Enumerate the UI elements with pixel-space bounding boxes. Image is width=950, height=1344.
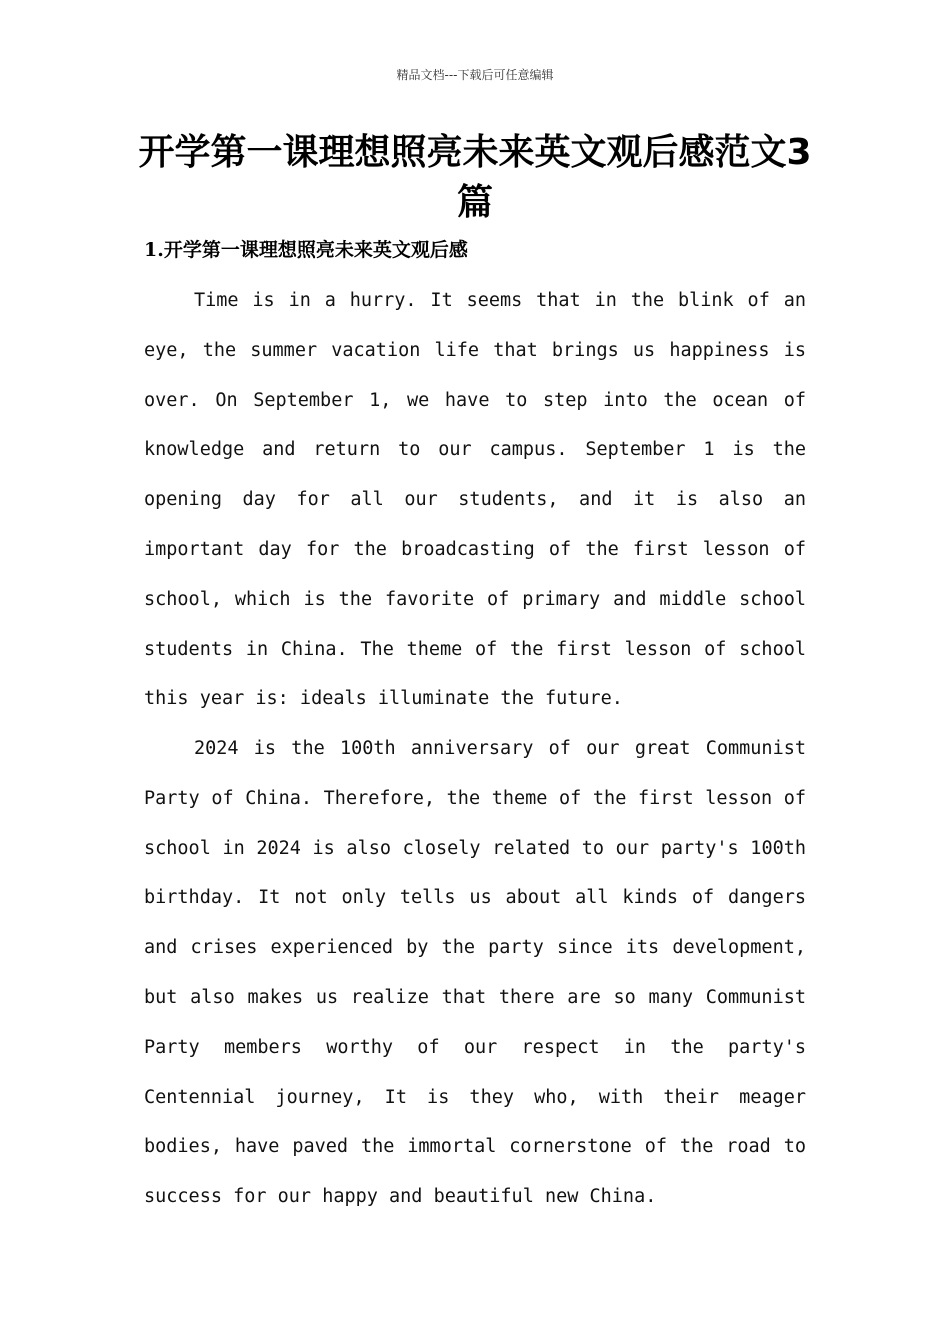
paragraph-1: Time is in a hurry. It seems that in the blink of an eye, the summer vacation life that brings us happiness is over. On September 1, we have to step into the ocean of knowledge and return to our campus. September 1 is the opening day for all our students, and it is also an important day for the broadcasting of the first lesson of school, which is the favorite of primary and middle school students in China. The theme of the first lesson of school this year is: ideals illuminate the future. bbox=[144, 290, 806, 710]
page-header: 精品文档---下载后可任意编辑 bbox=[396, 68, 554, 82]
section-heading: 1.开学第一课理想照亮未来英文观后感 bbox=[144, 239, 468, 261]
document-title: 开学第一课理想照亮未来英文观后感范文3篇 bbox=[138, 132, 812, 223]
paragraph-2: 2024 is the 100th anniversary of our great Communist Party of China. Therefore, the theme of the first lesson of school in 2024 is also closely related to our party's 100th birthday. It not only tells us about all kinds of dangers and crises experienced by the party since its development, but also makes us realize that there are so many Communist Party members worthy of our respect in the party's Centennial journey, It is they who, with their meager bodies, have paved the immortal cornerstone of the road to success for our happy and beautiful new China. bbox=[144, 738, 806, 1208]
